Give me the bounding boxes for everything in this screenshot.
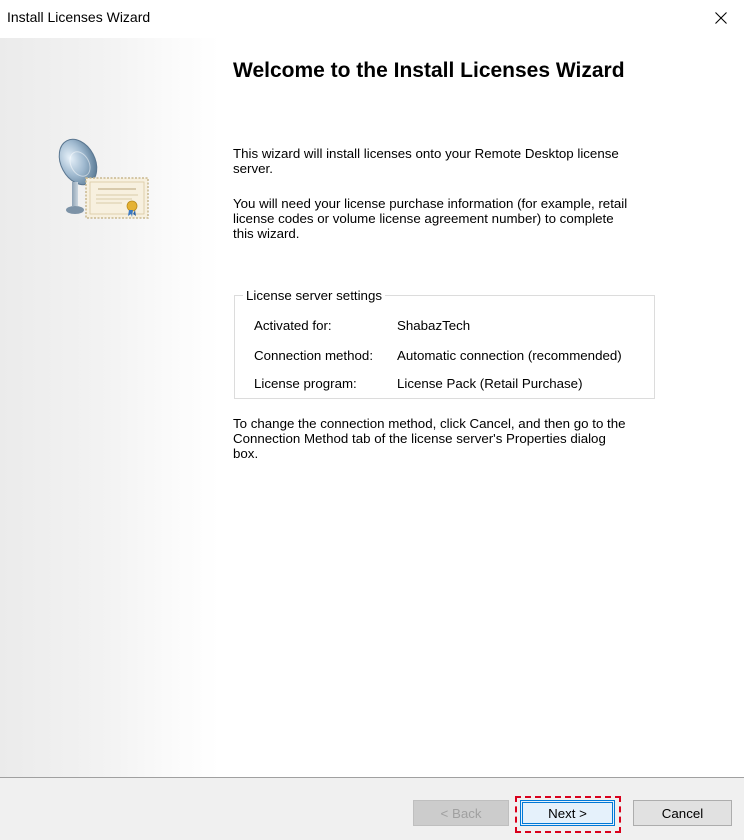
group-legend: License server settings (243, 288, 385, 303)
license-server-certificate-icon (52, 134, 152, 226)
setting-label: Activated for: (254, 318, 332, 333)
close-button[interactable] (698, 0, 744, 36)
close-icon (714, 11, 728, 25)
back-button[interactable]: < Back (413, 800, 509, 826)
setting-value: ShabazTech (397, 318, 471, 333)
wizard-sidebar (0, 38, 219, 777)
setting-value: Automatic connection (recommended) (397, 348, 622, 363)
intro-text: This wizard will install licenses onto your Remote Desktop license server. (233, 146, 619, 176)
note-text: To change the connection method, click Cancel, and then go to the Connection Method tab of the license server's Properties dialog box. (233, 416, 626, 461)
page-title: Welcome to the Install Licenses Wizard (233, 59, 625, 82)
title-bar (0, 0, 744, 36)
window-title: Install Licenses Wizard (7, 9, 151, 25)
setting-label: License program: (254, 376, 357, 391)
next-button[interactable]: Next > (520, 800, 615, 826)
license-server-settings-group (234, 288, 655, 399)
setting-value: License Pack (Retail Purchase) (397, 376, 583, 391)
wizard-footer (0, 778, 744, 840)
info-text: You will need your license purchase information (for example, retail license codes or volume license agreement number) to complete this wizard. (233, 196, 628, 241)
cancel-button[interactable]: Cancel (633, 800, 732, 826)
setting-label: Connection method: (254, 348, 374, 363)
